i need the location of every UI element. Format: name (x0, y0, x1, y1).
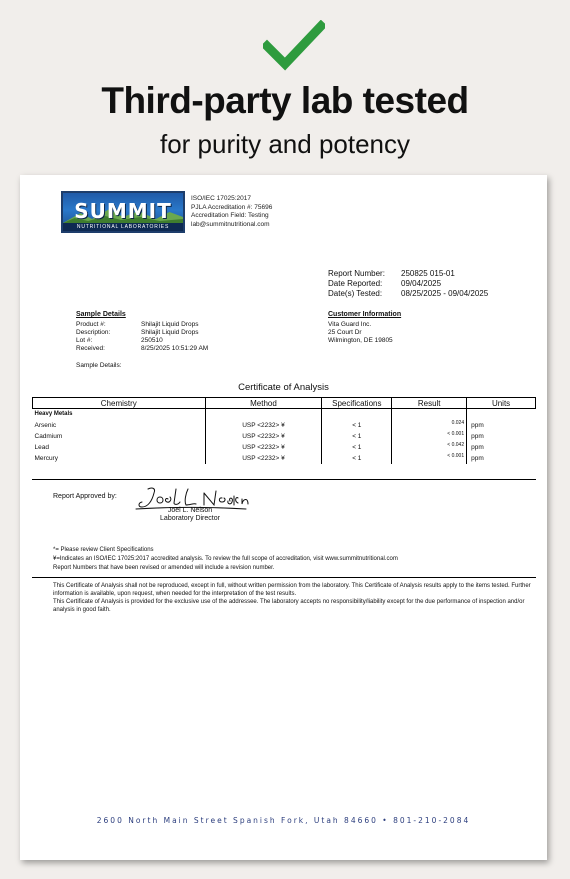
chemistry-cell: Cadmium (33, 431, 206, 442)
report-info (328, 269, 488, 299)
table-header-row (33, 398, 536, 409)
product-value: Shilajit Liquid Drops (141, 321, 199, 328)
spec-cell: < 1 (322, 453, 392, 464)
method-cell: USP <2232> ¥ (205, 453, 322, 464)
approver-role: Laboratory Director (160, 515, 220, 522)
col-header-specifications: Specifications (322, 398, 392, 409)
logo-tagline: NUTRITIONAL LABORATORIES (63, 223, 183, 231)
customer-information (328, 311, 401, 345)
results-table (32, 397, 536, 464)
logo-wordmark: SUMMIT (74, 199, 172, 223)
spec-cell: < 1 (322, 431, 392, 442)
note-line: Report Numbers that have been revised or amended will include a revision number. (53, 565, 275, 571)
method-cell: USP <2232> ¥ (205, 420, 322, 431)
note-line: ¥=Indicates an ISO/IEC 17025:2017 accredited analysis. To review the full scope of accreditation, visit www.summitnutritional.com (53, 556, 398, 562)
col-header-units: Units (467, 398, 536, 409)
note-line: *= Please review Client Specifications (53, 547, 154, 553)
table-row (33, 431, 536, 442)
spec-cell: < 1 (322, 420, 392, 431)
col-header-result: Result (392, 398, 467, 409)
col-header-chemistry: Chemistry (33, 398, 206, 409)
divider (32, 479, 536, 480)
method-cell: USP <2232> ¥ (205, 442, 322, 453)
result-cell: < 0.001 (392, 431, 467, 442)
group-label: Heavy Metals (33, 409, 206, 420)
report-number-label: Report Number: (328, 269, 385, 278)
accreditation-line: PJLA Accreditation #: 75696 (191, 203, 273, 211)
customer-street: 25 Court Dr (328, 329, 362, 336)
dates-tested: 08/25/2025 - 09/04/2025 (401, 289, 489, 298)
col-header-method: Method (205, 398, 322, 409)
unit-cell: ppm (471, 454, 484, 462)
headline: Third-party lab tested (101, 80, 469, 121)
customer-name: Vita Guard Inc. (328, 321, 372, 328)
received-label: Received: (76, 345, 105, 352)
sample-details-title: Sample Details (76, 311, 126, 318)
date-reported: 09/04/2025 (401, 279, 442, 288)
sample-details (76, 311, 208, 353)
lab-email: lab@summitnutritional.com (191, 220, 270, 228)
customer-city: Wilmington, DE 19805 (328, 337, 393, 344)
disclaimer-paragraph: This Certificate of Analysis shall not be reproduced, except in full, without written permission from the laboratory. This Certificate of Analysis results apply to the items tested. Further information is available, upon request, when needed for the interpretation of the test results. (53, 583, 531, 597)
description-label: Description: (76, 329, 111, 336)
accreditation-line: Accreditation Field: Testing (191, 212, 269, 219)
product-label: Product #: (76, 321, 106, 328)
chemistry-cell: Mercury (33, 453, 206, 464)
summit-lab-logo (61, 191, 185, 233)
unit-cell: ppm (471, 421, 484, 429)
dates-tested-label: Date(s) Tested: (328, 289, 383, 298)
accreditation-block (191, 195, 272, 229)
table-row (33, 420, 536, 431)
result-cell: < 0.001 (392, 453, 467, 464)
group-row (33, 409, 536, 420)
subline: for purity and potency (159, 129, 411, 159)
lot-label: Lot #: (76, 337, 93, 344)
chemistry-cell: Lead (33, 442, 206, 453)
spec-cell: < 1 (322, 442, 392, 453)
received-value: 8/25/2025 10:51:29 AM (141, 345, 209, 352)
lot-value: 250510 (141, 337, 163, 344)
date-reported-label: Date Reported: (328, 279, 383, 288)
accreditation-line: ISO/IEC 17025:2017 (191, 195, 251, 202)
coa-title: Certificate of Analysis (238, 382, 329, 393)
approver-name: Joel L. Nelson (167, 507, 213, 514)
table-row (33, 453, 536, 464)
method-cell: USP <2232> ¥ (205, 431, 322, 442)
report-number: 250825 015-01 (401, 269, 455, 278)
notes-block (53, 546, 398, 573)
disclaimer-block (53, 582, 533, 614)
sample-details-label: Sample Details: (76, 362, 122, 369)
unit-cell: ppm (471, 443, 484, 451)
approver-block (155, 507, 225, 523)
result-cell: 0.024 (392, 420, 467, 431)
result-cell: < 0.042 (392, 442, 467, 453)
description-value: Shilajit Liquid Drops (141, 329, 199, 336)
green-checkmark-icon (263, 20, 325, 72)
chemistry-cell: Arsenic (33, 420, 206, 431)
table-row (33, 442, 536, 453)
report-approved-label: Report Approved by: (53, 493, 117, 500)
customer-info-title: Customer Information (328, 311, 402, 318)
divider (32, 577, 536, 578)
unit-cell: ppm (471, 432, 484, 440)
certificate-document (20, 175, 547, 860)
lab-address-footer: 2600 North Main Street Spanish Fork, Utah 84660 • 801-210-2084 (96, 816, 471, 825)
disclaimer-paragraph: This Certificate of Analysis is provided for the exclusive use of the addressee. The laboratory accepts no responsibility/liability except for the due performance of inspection and/or analysis in good faith. (53, 599, 525, 613)
